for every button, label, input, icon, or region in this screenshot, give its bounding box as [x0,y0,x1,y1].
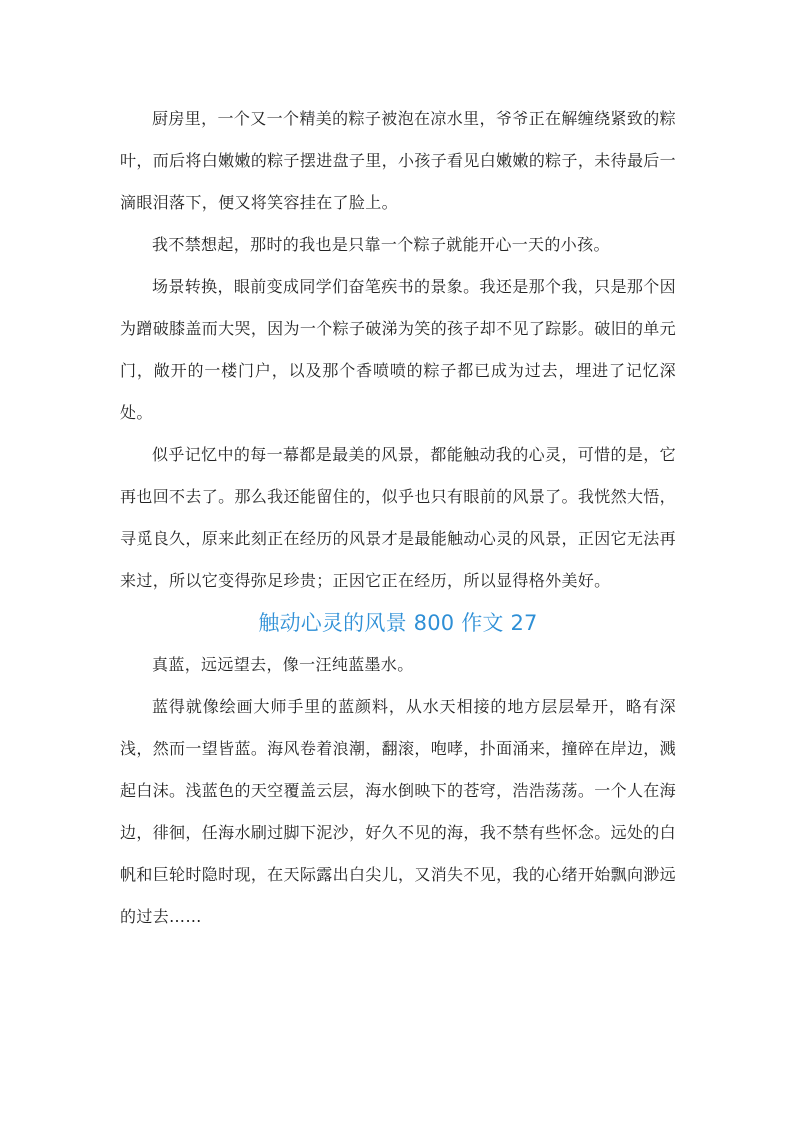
paragraph: 真蓝，远远望去，像一汪纯蓝墨水。 [152,655,414,674]
paragraph: 似乎记忆中的每一幕都是最美的风景，都能触动我的心灵，可惜的是，它再也回不去了。那么我还能留住的，似乎也只有眼前的风景了。我恍然大悟，寻觅良久，原来此刻正在经历的风景才是最能触动心灵的风景，正因它无法再来过，所以它变得弥足珍贵；正因它正在经历，所以显得格外美好。 [120,445,676,590]
paragraph: 厨房里，一个又一个精美的粽子被泡在凉水里，爷爷正在解缠绕紧致的粽叶，而后将白嫩嫩的粽子摆进盘子里，小孩子看见白嫩嫩的粽子，未待最后一滴眼泪落下，便又将笑容挂在了脸上。 [120,109,676,212]
paragraph: 我不禁想起，那时的我也是只靠一个粽子就能开心一天的小孩。 [152,235,610,254]
paragraph: 蓝得就像绘画大师手里的蓝颜料，从水天相接的地方层层晕开，略有深浅，然而一望皆蓝。海风卷着浪潮，翻滚，咆哮，扑面涌来，撞碎在岸边，溅起白沫。浅蓝色的天空覆盖云层，海水倒映下的苍穹，浩浩荡荡。一个人在海边，徘徊，任海水刷过脚下泥沙，好久不见的海，我不禁有些怀念。远处的白帆和巨轮时隐时现，在天际露出白尖儿，又消失不见，我的心绪开始飘向渺远的过去…… [120,697,676,926]
paragraph: 场景转换，眼前变成同学们奋笔疾书的景象。我还是那个我，只是那个因为蹭破膝盖而大哭，因为一个粽子破涕为笑的孩子却不见了踪影。破旧的单元门，敞开的一楼门户，以及那个香喷喷的粽子都已成为过去，埋进了记忆深处。 [120,277,676,422]
document-body [120,98,676,938]
section-title: 触动心灵的风景 800 作文 27 [258,611,538,635]
